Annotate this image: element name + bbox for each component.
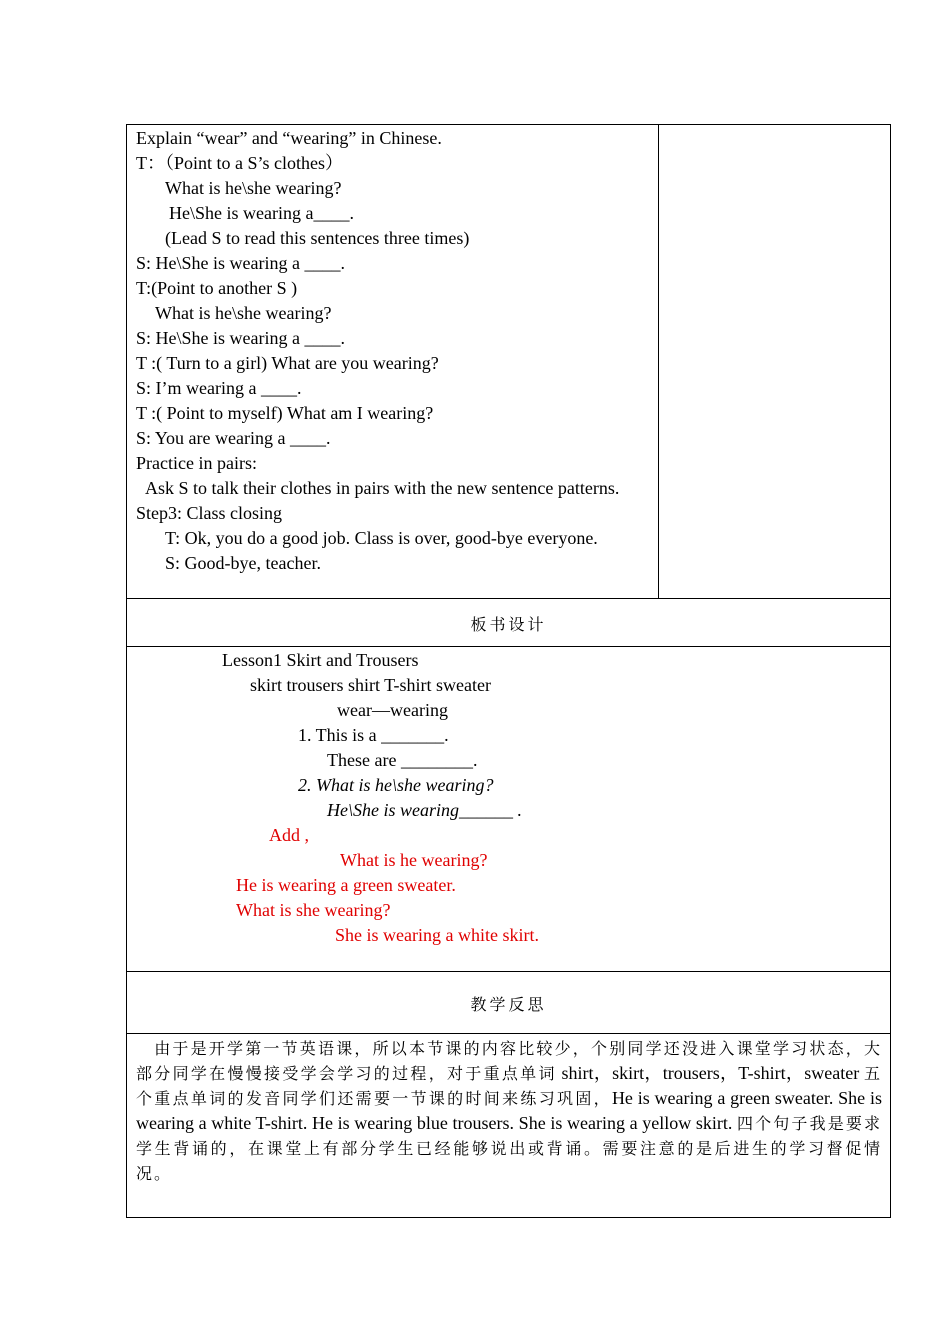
board-design-header-row [127,599,890,647]
board-line: 2. What is he\she wearing? [298,775,494,795]
procedure-line: T:(Point to another S ) [136,278,298,298]
procedure-cell [127,125,659,598]
procedure-line: Step3: Class closing [136,503,283,523]
board-design-header: 板书设计 [470,615,547,634]
procedure-row [127,125,890,599]
board-line-added: What is he wearing? [340,850,488,870]
board-line-added: Add , [269,825,309,845]
lesson-plan-table [126,124,891,1218]
board-line-added: He is wearing a green sweater. [236,875,456,895]
procedure-line: S: He\She is wearing a ____. [136,328,345,348]
reflection-row [127,1034,890,1217]
procedure-line: What is he\she wearing? [155,303,332,323]
reflection-text [136,1036,882,1186]
reflection-text-part: 由于是开学第一节英语课，所以本节课的内容比较少，个别同学还没进入课堂学习状态，大部分同学在慢慢接受学会学习的过程，对于重点单词 [136,1039,882,1083]
board-design-row [127,647,890,972]
board-line: 1. This is a _______. [298,725,449,745]
procedure-line: T: Ok, you do a good job. Class is over, good-bye everyone. [165,528,598,548]
board-vocab: skirt trousers shirt T-shirt sweater [250,675,491,695]
procedure-line: T :( Turn to a girl) What are you wearing? [136,353,439,373]
procedure-line: T：（Point to a S’s clothes） [136,153,343,173]
procedure-line: Explain “wear” and “wearing” in Chinese. [136,128,442,148]
procedure-line: S: He\She is wearing a ____. [136,253,345,273]
reflection-header: 教学反思 [470,995,547,1014]
board-title: Lesson1 Skirt and Trousers [222,650,419,670]
board-line: These are ________. [327,750,478,770]
procedure-line: T :( Point to myself) What am I wearing? [136,403,434,423]
reflection-header-row [127,972,890,1034]
board-line [327,798,522,823]
procedure-line: Practice in pairs: [136,453,257,473]
reflection-text-part: 四个句子我是要求学生背诵的，在课堂上有部分学生已经能够说出或背诵。需要注意的是后进生的学习督促情况。 [136,1114,882,1183]
board-line-text: He\She is wearing______ . [327,800,522,820]
reflection-text-part: He is wearing a green sweater. She is wearing a white T-shirt. He is wearing blue trousers. She is wearing a yellow skirt. [136,1088,882,1133]
reflection-text-part: shirt，skirt，trousers，T-shirt，sweater [556,1063,864,1083]
reflection-text-part: 五个重点单词的发音同学们还需要一节课的时间来练习巩固， [136,1064,882,1108]
procedure-line: Ask S to talk their clothes in pairs with the new sentence patterns. [145,478,620,498]
board-line-added: What is she wearing? [236,900,391,920]
procedure-line: (Lead S to read this sentences three times) [165,228,470,248]
procedure-line: S: You are wearing a ____. [136,428,331,448]
board-line-added: She is wearing a white skirt. [335,925,539,945]
procedure-line: S: Good-bye, teacher. [165,553,321,573]
procedure-line: What is he\she wearing? [165,178,342,198]
notes-cell [659,125,890,598]
procedure-line: He\She is wearing a____. [169,203,354,223]
procedure-line: S: I’m wearing a ____. [136,378,302,398]
board-line: wear—wearing [337,700,448,720]
